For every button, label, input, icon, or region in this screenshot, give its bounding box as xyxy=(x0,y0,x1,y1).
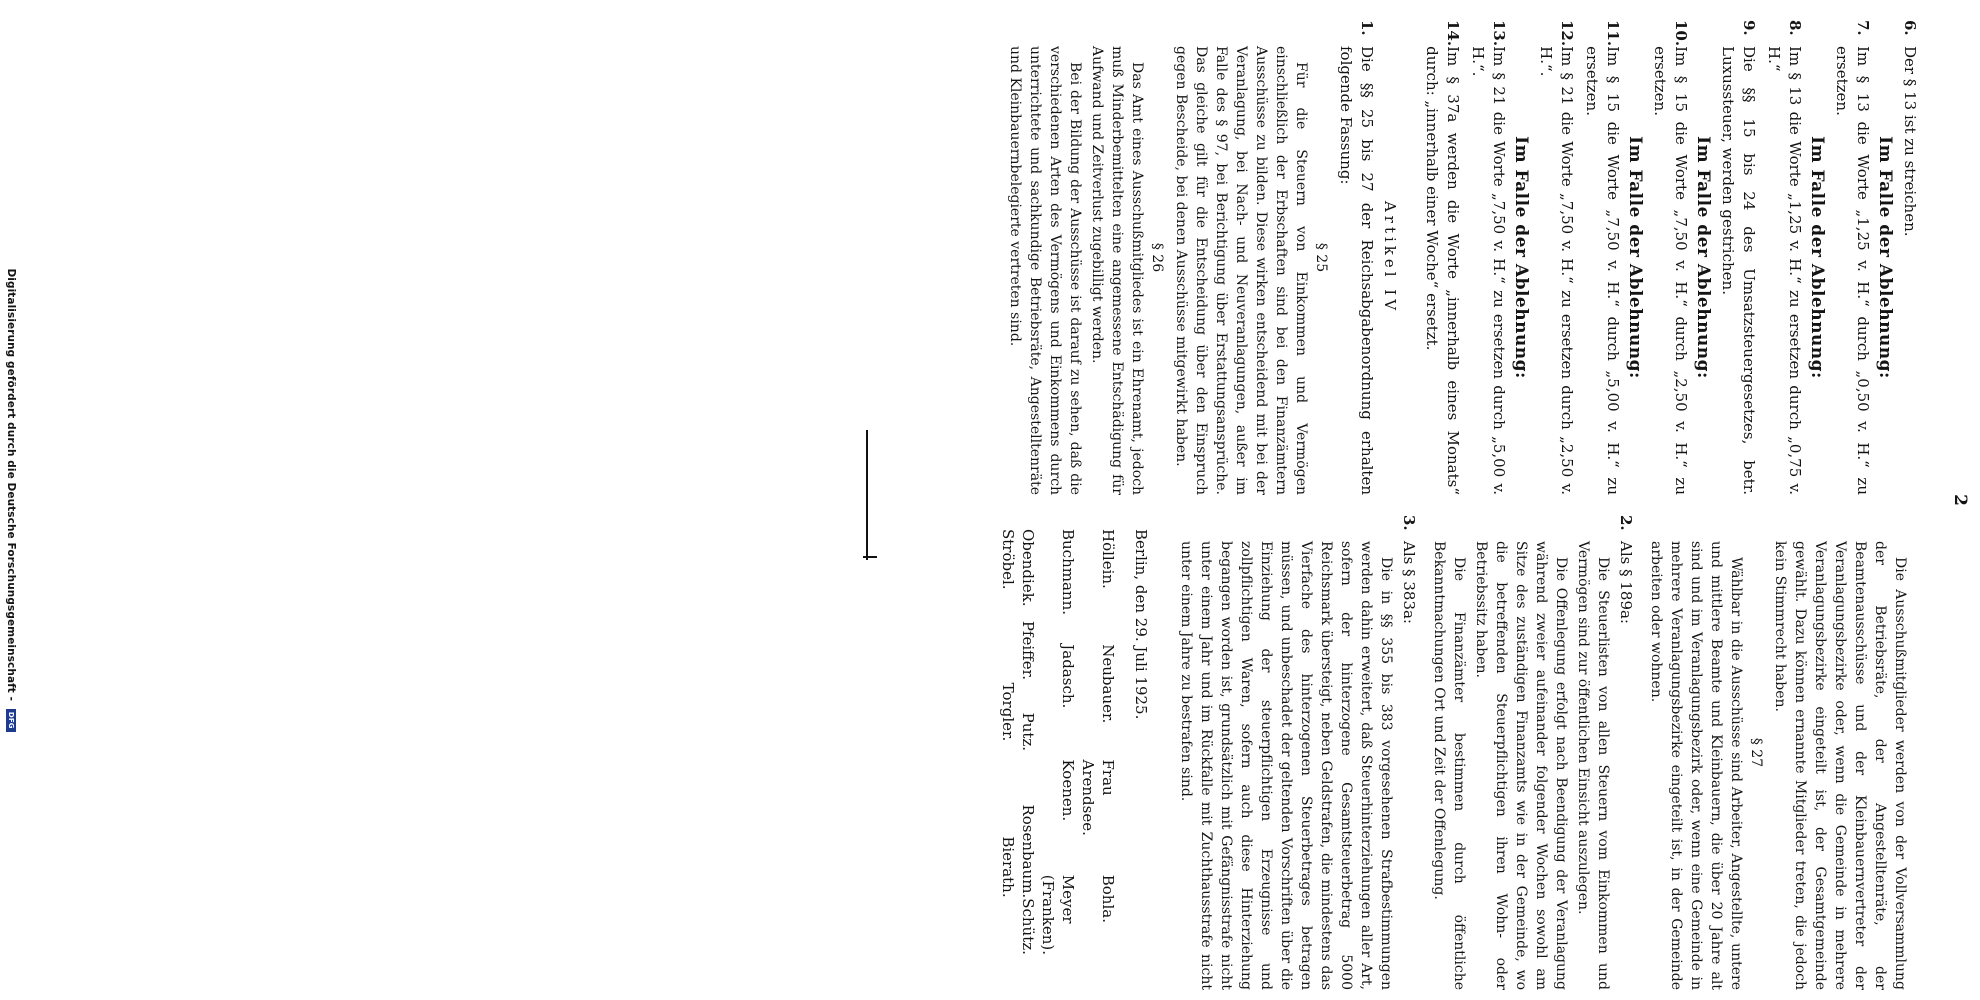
item-text: Im § 13 die Worte „1,25 v. H.“ zu ersetzen durch „0,75 v. H.“ xyxy=(1765,46,1804,495)
signature-row xyxy=(1038,529,1078,990)
margin-mark-line xyxy=(866,430,868,560)
signature: Jadasch. xyxy=(1059,644,1077,709)
signature: Höllein. xyxy=(1099,529,1117,589)
paragraph-text: Für die Steuern von Einkommen und Vermögen einschließlich der Erbschaften sind bei den Finanzämtern Ausschüsse zu bilden. Diese wirken entscheidend mit bei der Veranlagung, bei Nach- und Neuveranlagungen, außer im Falle des § 97, bei Berichtigung über Erstattungsansprüche. Das gleiche gilt für die Entscheidung über den Einspruch gegen Bescheide, bei denen Ausschüsse mitgewirkt haben. xyxy=(1173,46,1309,495)
signature-row xyxy=(998,529,1018,990)
item-text: Als § 383a: xyxy=(1400,541,1418,624)
item-number: 14. xyxy=(1444,20,1462,47)
item-text: Im § 13 die Worte „1,25 v. H.“ durch „0,50 v. H.“ zu ersetzen. xyxy=(1833,46,1872,495)
footer-credit xyxy=(5,10,17,990)
item-number: 2. xyxy=(1617,515,1635,531)
signature-row xyxy=(1078,529,1118,990)
signature: Rosenbaum. xyxy=(1019,804,1037,899)
paragraph-text: Die Steuerlisten von allen Steuern vom Einkommen und Vermögen sind zur öffentlichen Einsicht auszulegen. xyxy=(1575,541,1611,990)
document-page xyxy=(680,0,1980,1000)
article-heading: Artikel IV xyxy=(1381,200,1399,315)
item-text: Im § 21 die Worte „7,50 v. H.“ zu ersetzen durch „5,00 v. H.“. xyxy=(1469,46,1508,495)
signature: Pfeiffer. xyxy=(1019,620,1037,680)
signature: Frau Arendsee. xyxy=(1079,759,1117,836)
signature: Schütz. xyxy=(1019,898,1037,955)
item-number: 12. xyxy=(1558,20,1576,47)
item-number: 6. xyxy=(1901,20,1919,36)
list-item xyxy=(1615,515,1636,990)
list-item xyxy=(1649,20,1691,495)
signature: Neubauer. xyxy=(1099,644,1117,724)
item-number: 9. xyxy=(1740,20,1758,36)
item-text: Im § 15 die Worte „7,50 v. H.“ durch „2,50 v. H.“ zu ersetzen. xyxy=(1651,46,1690,495)
list-item xyxy=(1899,20,1920,495)
paragraph-text: Die Ausschußmitglieder werden von der Vollversammlung der Betriebsräte, der Angestelltenräte, der Beamtenausschüsse und der Kleinbauernvertreter der Veranlagungsbezirke oder, wenn die Gemeinde in mehrere Veranlagungsbezirke eingeteilt ist, der Gesamtgemeinde gewählt. Dazu können ernannte Mitglieder treten, die jedoch kein Stimmrecht haben. xyxy=(1772,541,1908,990)
item-number: 8. xyxy=(1786,20,1804,36)
footer-credit-text: Digitalisierung gefördert durch die Deutsche Forschungsgemeinschaft - xyxy=(5,268,17,702)
paragraph-text: Wählbar in die Ausschüsse sind Arbeiter, Angestellte, untere und mittlere Beamte und Kleinbauern, die über 20 Jahre alt sind und im Veranlagungsbezirk oder, wenn eine Gemeinde in mehrere Veranlagungsbezirke eingeteilt ist, in der Gemeinde arbeiten oder wohnen. xyxy=(1648,541,1744,990)
item-text: Im § 15 die Worte „7,50 v. H.“ durch „5,00 v. H.“ zu ersetzen. xyxy=(1583,46,1622,495)
paragraph-mark: § 27 xyxy=(1748,737,1764,768)
page-number: 2 xyxy=(1950,494,1970,506)
paragraph-text: Das Amt eines Ausschußmitgliedes ist ein Ehrenamt, jedoch muß Minderbemittelten eine angemessene Entschädigung für Aufwand und Zeitverlust zugebilligt werden. xyxy=(1089,46,1145,495)
signature: Bohla. xyxy=(1099,874,1117,923)
list-item xyxy=(1581,20,1623,495)
list-item xyxy=(1763,20,1805,495)
signature-row xyxy=(1018,529,1038,990)
section-heading: Im Falle der Ablehnung: xyxy=(1693,136,1713,379)
paragraph-text: Die Offenlegung erfolgt nach Beendigung der Veranlagung während zweier aufeinander folgender Wochen sowohl am Sitze des zuständigen Finanzamts wie in der Gemeinde, wo die betreffenden Steuerpflichtigen ihren Wohn- oder Betriebssitz haben. xyxy=(1473,541,1569,990)
paragraph-text: Die in §§ 355 bis 383 vorgesehenen Strafbestimmungen werden dahin erweitert, daß Steuerhinterziehungen aller Art, sofern der hinterzogene Gesamtsteuerbetrag 5000 Reichsmark übersteigt, neben Geldstrafen, die mindestens das Vierfache des hinterzogenen Steuerbetrages betragen müssen, und unbeschadet der geltenden Vorschriften über die Einziehung der steuerpflichtigen Erzeugnisse und zollpflichtigen Waren, sofern auch diese Hinterziehung begangen worden ist, grundsätzlich mit Gefängnisstrafe nicht unter einem Jahr und im Rückfalle mit Zuchthausstrafe nicht unter einem Jahre zu bestrafen sind. xyxy=(1178,541,1394,990)
margin-mark-tick xyxy=(863,556,877,558)
signature: Bierath. xyxy=(999,836,1017,898)
dfg-logo: DFG xyxy=(6,709,16,732)
footer-strip xyxy=(0,0,22,1000)
paragraph-mark: § 26 xyxy=(1149,242,1165,273)
left-column xyxy=(1003,20,1920,495)
list-item xyxy=(1467,20,1509,495)
signature: Putz. xyxy=(1019,712,1037,752)
date-line: Berlin, den 29. Juli 1925. xyxy=(1132,529,1150,720)
item-text: Der § 13 ist zu streichen. xyxy=(1901,46,1919,237)
item-text: Die §§ 15 bis 24 des Umsatzsteuergesetzes, betr. Luxussteuer, werden gestrichen. xyxy=(1719,46,1758,495)
list-item xyxy=(1831,20,1873,495)
section-heading: Im Falle der Ablehnung: xyxy=(1875,136,1895,379)
item-text: Im § 21 die Worte „7,50 v. H.“ zu ersetzen durch „2,50 v. H.“. xyxy=(1537,46,1576,495)
signature: Meyer (Franken). xyxy=(1039,874,1077,956)
item-number: 7. xyxy=(1854,20,1872,36)
item-number: 10. xyxy=(1672,20,1690,47)
signature: Ströbel. xyxy=(999,529,1017,590)
section-heading: Im Falle der Ablehnung: xyxy=(1511,136,1531,379)
item-number: 1. xyxy=(1358,20,1376,36)
item-text: Die §§ 25 bis 27 der Reichsabgabenordnung erhalten folgende Fassung: xyxy=(1337,46,1376,495)
paragraph-text: Bei der Bildung der Ausschüsse ist darauf zu sehen, daß die verschiedenen Arten des Vermögens und Einkommens durch unterrichtete und sachkundige Betriebsräte, Angestelltenräte und Kleinbauernbelegierte vertreten sind. xyxy=(1007,46,1083,495)
section-heading: Im Falle der Ablehnung: xyxy=(1807,136,1827,379)
item-text: Im § 37a werden die Worte „innerhalb eines Monats“ durch: „innerhalb einer Woche“ ersetzt. xyxy=(1423,46,1462,495)
list-item xyxy=(1421,20,1463,495)
signature: Obendiek. xyxy=(1019,529,1037,607)
list-item xyxy=(1535,20,1577,495)
item-number: 11. xyxy=(1604,20,1622,47)
section-heading: Im Falle der Ablehnung: xyxy=(1625,136,1645,379)
list-item xyxy=(1335,20,1377,495)
signature: Torgler. xyxy=(999,682,1017,742)
right-column xyxy=(998,515,1910,990)
item-number: 3. xyxy=(1400,515,1418,531)
paragraph-text: Die Finanzämter bestimmen durch öffentliche Bekanntmachungen Ort und Zeit der Offenlegung. xyxy=(1431,541,1467,990)
paragraph-mark: § 25 xyxy=(1313,242,1329,273)
list-item xyxy=(1398,515,1419,990)
item-number: 13. xyxy=(1490,20,1508,47)
list-item xyxy=(1717,20,1759,495)
signature: Buchmann. xyxy=(1059,529,1077,616)
item-text: Als § 189a: xyxy=(1617,541,1635,624)
signature: Koenen. xyxy=(1059,759,1077,822)
